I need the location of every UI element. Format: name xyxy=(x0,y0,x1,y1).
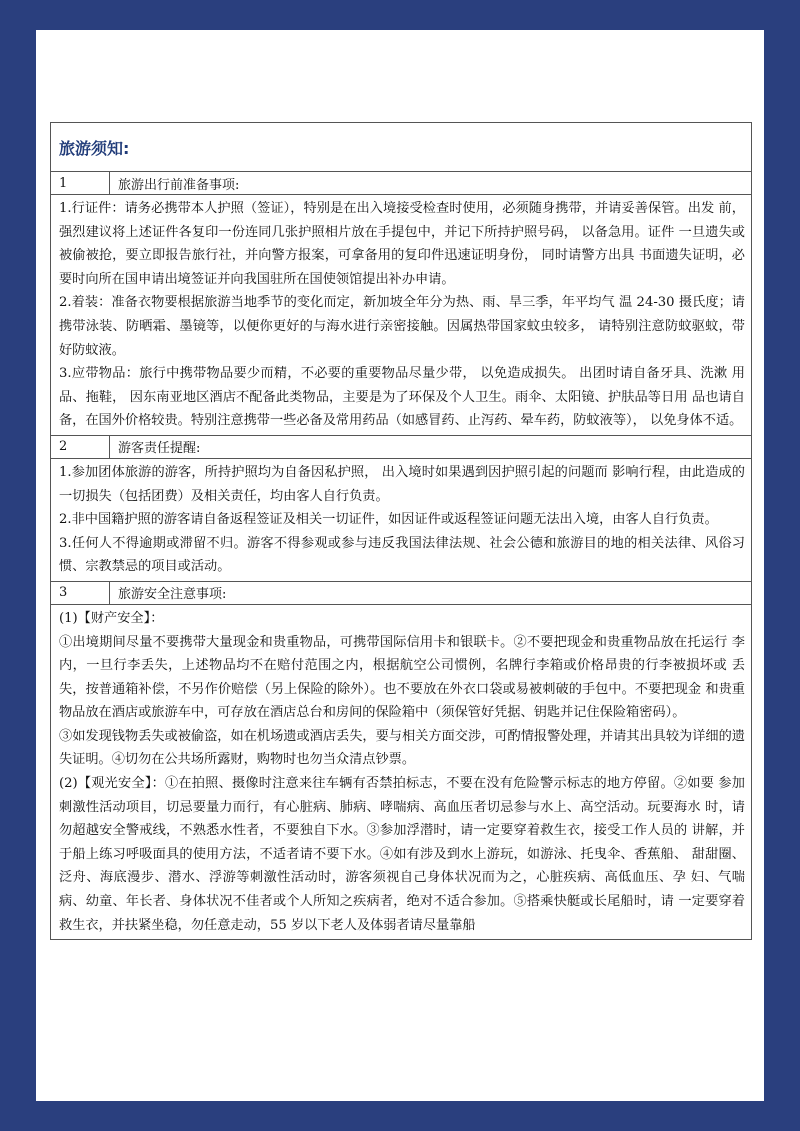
section-header-1 xyxy=(51,172,751,195)
paragraph: 1.参加团体旅游的游客，所持护照均为自备因私护照， 出入境时如果遇到因护照引起的问题而 影响行程，由此造成的一切损失（包括团费）及相关责任，均由客人自行负责。 xyxy=(59,464,745,504)
paragraph: (1)【财产安全】： xyxy=(59,610,164,626)
document-title: 旅游须知: xyxy=(59,138,130,158)
section-header-3 xyxy=(51,582,751,605)
section-body-2 xyxy=(51,459,751,582)
section-body-3 xyxy=(51,605,751,939)
document-page xyxy=(36,30,764,1101)
notice-table xyxy=(50,122,752,940)
paragraph: 1.行证件：请务必携带本人护照（签证），特别是在出入境接受检查时使用，必须随身携带，并请妥善保管。出发 前，强烈建议将上述证件各复印一份连同几张护照相片放在手提包中，并记下所持护照号码， 以备急用。证件 一旦遗失或被偷被抢，要立即报告旅行社，并向警方报案，可拿备用的复印件迅速证明身份， 同时请警方出具 书面遗失证明，必要时向所在国申请出境签证并向我国驻所在国使领馆提出补办申请。 xyxy=(59,201,745,287)
section-body-1 xyxy=(51,195,751,436)
section-heading: 旅游安全注意事项: xyxy=(118,587,227,603)
section-heading: 旅游出行前准备事项: xyxy=(118,177,240,193)
section-number: 3 xyxy=(51,582,110,604)
section-number: 1 xyxy=(51,172,110,194)
section-heading: 游客责任提醒: xyxy=(118,441,201,457)
paragraph: 3.任何人不得逾期或滞留不归。游客不得参观或参与违反我国法律法规、社会公德和旅游目的地的相关法律、风俗习惯、宗教禁忌的项目或活动。 xyxy=(59,535,745,575)
paragraph: 2.非中国籍护照的游客请自备返程签证及相关一切证件，如因证件或返程签证问题无法出入境，由客人自行负责。 xyxy=(59,512,718,528)
paragraph: ①出境期间尽量不要携带大量现金和贵重物品，可携带国际信用卡和银联卡。②不要把现金和贵重物品放在托运行 李内，一旦行李丢失，上述物品均不在赔付范围之内，根据航空公司惯例，名牌行李箱或价格昂贵的行李被损坏或 丢失，按普通箱补偿，不另作价赔偿（另上保险的除外）。也不要放在外衣口袋或易被刺破的手包中。不要把现金 和贵重物品放在酒店或旅游车中，可存放在酒店总台和房间的保险箱中（须保管好凭据、钥匙并记住保险箱密码）。 xyxy=(59,634,745,721)
section-header-2 xyxy=(51,436,751,459)
paragraph: 3.应带物品：旅行中携带物品要少而精，不必要的重要物品尽量少带， 以免造成损失。 出团时请自备牙具、洗漱 用品、拖鞋， 因东南亚地区酒店不配备此类物品，主要是为了环保及个人卫生。雨伞、太阳镜、护肤品等日用 品也请自备，在国外价格较贵。特别注意携带一些必备及常用药品（如感冒药、止泻药、晕车药，防蚊液等）， 以免身体不适。 xyxy=(59,366,745,429)
paragraph: (2)【观光安全】：①在拍照、摄像时注意来往车辆有否禁拍标志，不要在没有危险警示标志的地方停留。②如要 参加刺激性活动项目，切忌要量力而行，有心脏病、肺病、哮喘病、高血压者切忌参与水上、高空活动。玩要海水 时，请勿超越安全警戒线，不熟悉水性者，不要独自下水。③参加浮潜时，请一定要穿着救生衣，接受工作人员的 讲解，并于船上练习呼吸面具的使用方法，不适者请不要下水。④如有涉及到水上游玩，如游泳、托曳伞、香蕉船、 甜甜圈、泛舟、海底漫步、潜水、浮游等刺激性活动时，游客须视自己身体状况而为之，心脏疾病、高低血压、孕 妇、气喘病、幼童、年长者、身体状况不佳者或个人所知之疾病者，绝对不适合参加。⑤搭乘快艇或长尾船时，请 一定要穿着救生衣，并扶紧坐稳，勿任意走动，55 岁以下老人及体弱者请尽量靠船 xyxy=(59,776,745,933)
paragraph: ③如发现钱物丢失或被偷盗，如在机场遗或酒店丢失，要与相关方面交涉，可酌情报警处理，并请其出具较为详细的遗失证明。④切勿在公共场所露财，购物时也勿当众清点钞票。 xyxy=(59,728,745,768)
title-row xyxy=(51,123,751,172)
section-number: 2 xyxy=(51,436,110,458)
paragraph: 2.着装：准备衣物要根据旅游当地季节的变化而定，新加坡全年分为热、雨、旱三季，年平均气 温 24-30 摄氏度；请携带泳装、防晒霜、墨镜等，以便你更好的与海水进行亲密接触。因属热带国家蚊虫较多， 请特别注意防蚊驱蚊，带好防蚊液。 xyxy=(59,295,745,358)
